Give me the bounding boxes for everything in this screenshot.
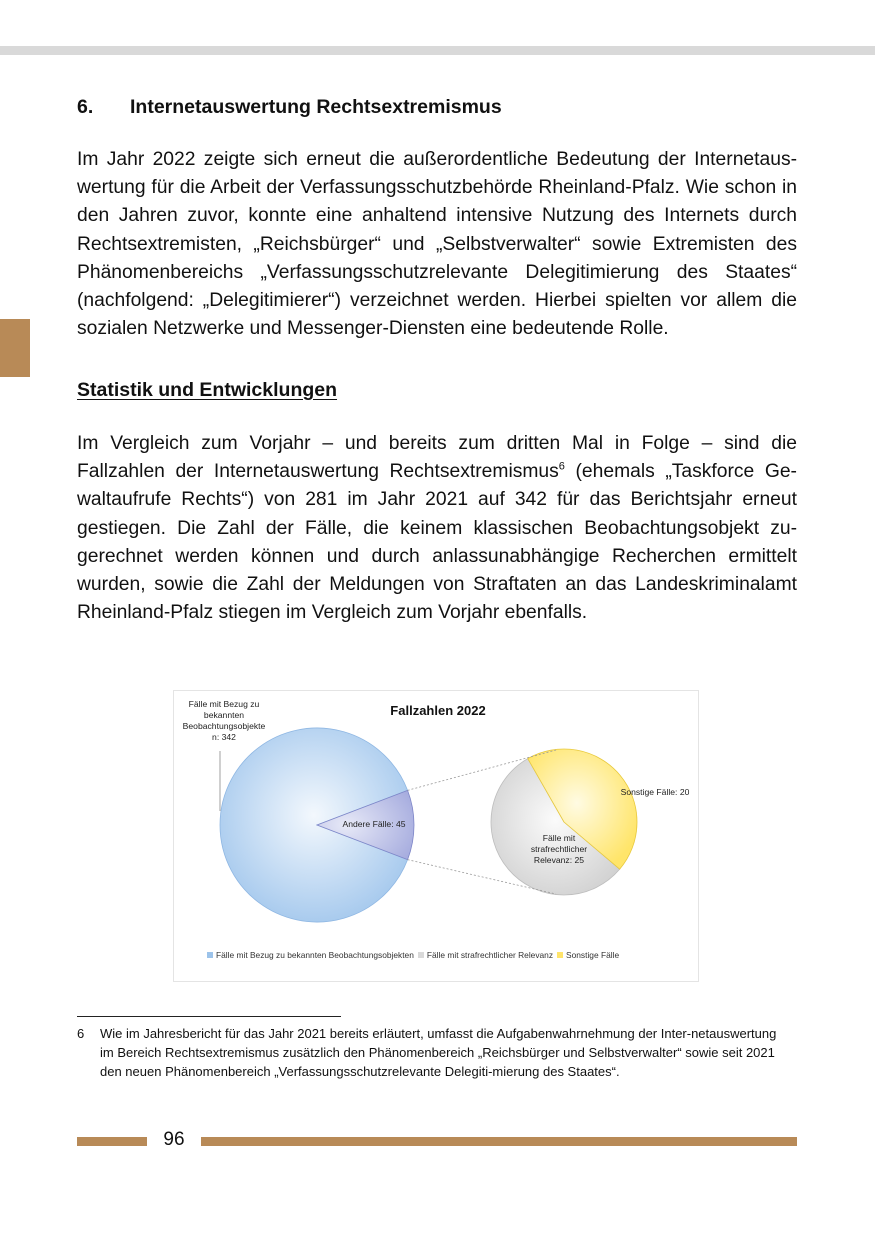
footer-bar-right bbox=[201, 1137, 797, 1146]
top-rule bbox=[0, 46, 875, 55]
page-number: 96 bbox=[163, 1129, 185, 1150]
section-heading bbox=[77, 95, 797, 119]
footnote-reference[interactable]: 6 bbox=[558, 460, 565, 473]
legend-item: Fälle mit strafrechtlicher Relevanz bbox=[418, 950, 553, 960]
footnote-number: 6 bbox=[77, 1026, 85, 1041]
subheading-text: Statistik und Entwicklungen bbox=[77, 379, 338, 401]
footnote bbox=[77, 1024, 777, 1081]
data-label-main-large: Fälle mit Bezug zu bekannten Beobachtungsobjekte n: 342 bbox=[182, 699, 266, 742]
data-label-criminal-relevance: Fälle mit strafrechtlicher Relevanz: 25 bbox=[530, 833, 588, 865]
section-number: 6. bbox=[77, 96, 94, 118]
chart-title: Fallzahlen 2022 bbox=[390, 703, 486, 718]
data-label-other-cases: Andere Fälle: 45 bbox=[342, 819, 406, 829]
paragraph-statistics-part1: Im Vergleich zum Vorjahr – und bereits zum dritten Mal in Folge – sind die Fallzahlen der Internetauswertung Rechtsextremismus bbox=[77, 433, 797, 483]
footer-bar-left bbox=[77, 1137, 147, 1146]
chapter-tab-marker bbox=[0, 319, 30, 377]
footnote-text: Wie im Jahresbericht für das Jahr 2021 bereits erläutert, umfasst die Aufgabenwahrnehmung der Inter-netauswertung im Bereich Rechtsextremismus zusätzlich den Phänomenbereich „Reichsbürger und Selbstverwalter“ sowie seit 2021 den neuen Phänomenbereich „Verfassungsschutzrelevante Delegiti-mierung des Staates“. bbox=[100, 1026, 777, 1079]
legend-swatch-grey bbox=[418, 952, 424, 958]
pie-of-pie-chart bbox=[173, 690, 699, 982]
subheading bbox=[77, 378, 797, 402]
paragraph-intro: Im Jahr 2022 zeigte sich erneut die außerordentliche Bedeutung der Internetaus-wertung für die Arbeit der Verfassungsschutzbehörde Rheinland-Pfalz. Wie schon in den Jahren zuvor, konnte eine anhaltend intensive Nutzung des Internets durch Rechtsextremisten, „Reichsbürger“ und „Selbstverwalter“ sowie Extremisten des Phänomenbereichs „Verfassungsschutzrelevante Delegitimierung des Staates“ (nachfolgend: „Delegitimierer“) verzeichnet werden. Hierbei spielten vor allem die sozialen Netzwerke und Messenger-Diensten eine bedeutende Rolle. bbox=[77, 149, 797, 340]
section-title: Internetauswertung Rechtsextremismus bbox=[130, 96, 502, 118]
paragraph-statistics-part2: (ehemals „Taskforce Ge-waltaufrufe Rechts“) von 281 im Jahr 2021 auf 342 für das Berichtsjahr erneut gestiegen. Die Zahl der Fälle, die keinem klassischen Beobachtungsobjekt zu-gerechnet werden können und durch anlassunabhängige Recherchen ermittelt wurden, sowie die Zahl der Meldungen von Straftaten an das Landeskriminalamt Rheinland-Pfalz stiegen im Vergleich zum Vorjahr ebenfalls. bbox=[77, 461, 797, 624]
legend-item: Sonstige Fälle bbox=[557, 950, 619, 960]
paragraph-statistics bbox=[77, 430, 797, 627]
chart-legend bbox=[207, 950, 619, 960]
footnote-separator bbox=[77, 1016, 341, 1017]
data-label-other-secondary: Sonstige Fälle: 20 bbox=[620, 787, 690, 797]
legend-swatch-yellow bbox=[557, 952, 563, 958]
legend-swatch-blue bbox=[207, 952, 213, 958]
legend-item: Fälle mit Bezug zu bekannten Beobachtungsobjekten bbox=[207, 950, 414, 960]
